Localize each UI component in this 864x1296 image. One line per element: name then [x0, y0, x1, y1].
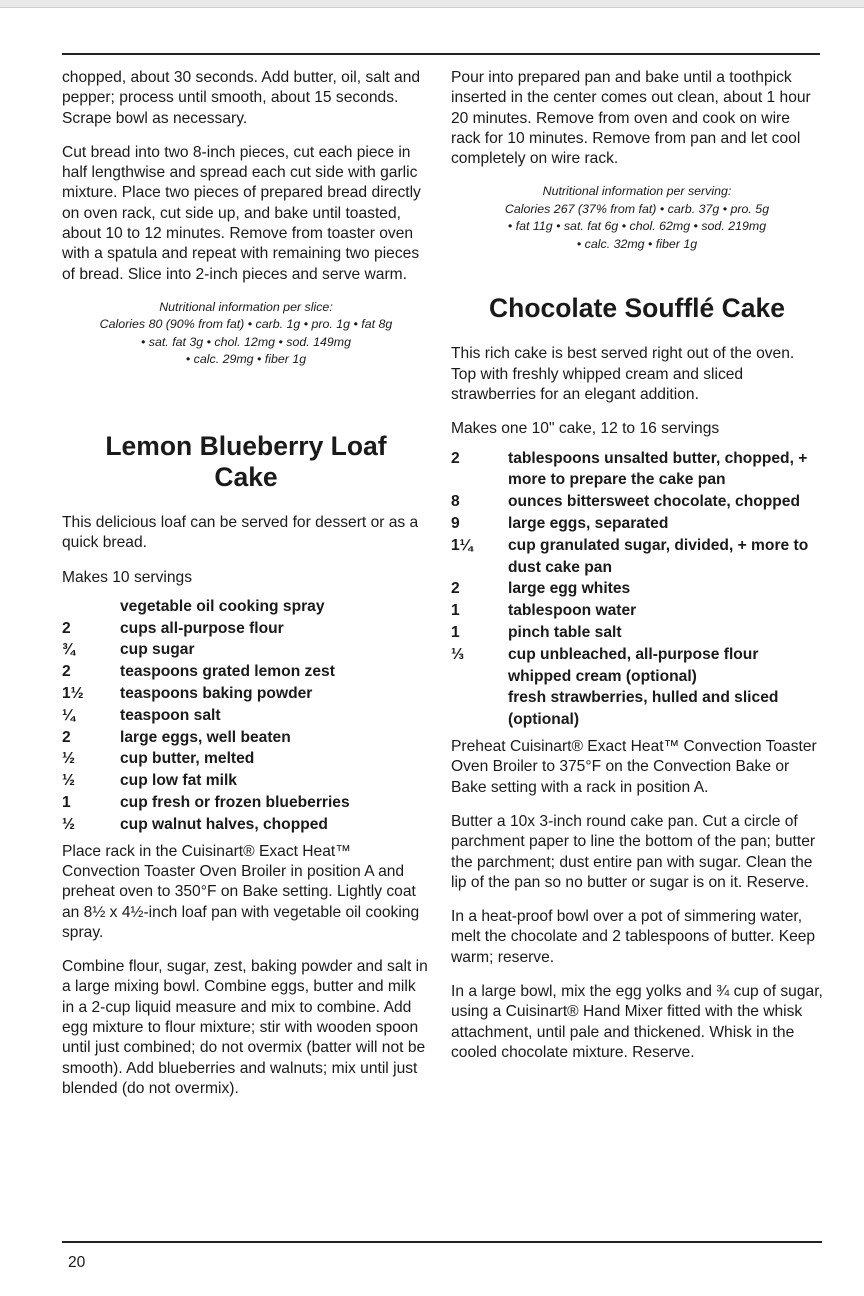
- nutrition-info: [62, 299, 430, 369]
- ingredient-amount: 2: [62, 663, 71, 681]
- recipe-description: This rich cake is best served right out of the oven. Top with freshly whipped cream and sliced strawberries for an elegant addition.: [451, 345, 795, 404]
- ingredient-item: tablespoon water: [508, 602, 637, 620]
- nutrition-line: • calc. 32mg • fiber 1g: [576, 236, 698, 251]
- recipe-yield: Makes 10 servings: [62, 568, 193, 586]
- ingredient-item: cup sugar: [120, 641, 195, 659]
- ingredient-item: tablespoons unsalted butter, chopped, + more to prepare the cake pan: [508, 449, 808, 489]
- ingredient-amount: ¾: [62, 641, 76, 659]
- recipe-title-line: Lemon Blueberry Loaf: [105, 430, 387, 461]
- ingredient-row: [451, 687, 823, 731]
- ingredient-amount: 9: [451, 515, 460, 533]
- nutrition-heading: Nutritional information per slice:: [159, 299, 333, 314]
- ingredient-item: large eggs, separated: [508, 515, 669, 533]
- ingredient-item: pinch table salt: [508, 624, 622, 642]
- recipe-yield: Makes one 10" cake, 12 to 16 servings: [451, 420, 720, 438]
- ingredient-row: [451, 622, 823, 644]
- ingredient-amount: ½: [62, 772, 76, 790]
- nutrition-info: [451, 183, 823, 253]
- nutrition-line: Calories 80 (90% from fat) • carb. 1g • pro. 1g • fat 8g: [99, 317, 393, 332]
- ingredient-amount: 1: [451, 602, 460, 620]
- ingredient-row: [62, 727, 430, 749]
- nutrition-line: Calories 267 (37% from fat) • carb. 37g • pro. 5g: [504, 201, 770, 216]
- recipe-step: Place rack in the Cuisinart® Exact Heat™ Convection Toaster Oven Broiler in position A and preheat oven to 350°F on Bake setting. Lightly coat an 8½ x 4½-inch loaf pan with vegetable oil cooking spray.: [62, 842, 420, 941]
- ingredient-row: [62, 770, 430, 792]
- ingredient-row: [451, 535, 823, 579]
- ingredient-item: cups all-purpose flour: [120, 619, 284, 637]
- paragraph: Cut bread into two 8-inch pieces, cut each piece in half lengthwise and spread each cut side with garlic mixture. Place two pieces of prepared bread directly on oven rack, cut side up, and bake until toasted, about 10 to 12 minutes. Remove from toaster oven with a spatula and repeat with remaining two pieces of bread. Slice into 2-inch pieces and serve warm.: [62, 143, 421, 283]
- ingredient-item: cup walnut halves, chopped: [120, 815, 328, 833]
- ingredient-list: [451, 448, 823, 731]
- scan-top-edge: [0, 0, 864, 8]
- ingredient-item: cup low fat milk: [120, 772, 237, 790]
- ingredient-item: fresh strawberries, hulled and sliced (optional): [508, 689, 779, 729]
- nutrition-line: • fat 11g • sat. fat 6g • chol. 62mg • sod. 219mg: [507, 219, 767, 234]
- ingredient-item: teaspoons baking powder: [120, 685, 313, 703]
- recipe-title: [62, 431, 430, 493]
- ingredient-item: cup unbleached, all-purpose flour: [508, 645, 759, 663]
- recipe-step: Butter a 10x 3-inch round cake pan. Cut a circle of parchment paper to line the bottom of the pan; butter the parchment; dust entire pan with sugar. Clean the lip of the pan so no butter or sugar is on it. Reserve.: [451, 812, 816, 891]
- ingredient-row: [451, 578, 823, 600]
- ingredient-row: [451, 644, 823, 666]
- ingredient-amount: ¼: [62, 706, 76, 724]
- ingredient-row: [62, 618, 430, 640]
- recipe-title: Chocolate Soufflé Cake: [489, 293, 785, 324]
- ingredient-row: [62, 639, 430, 661]
- recipe-step: Combine flour, sugar, zest, baking powder and salt in a large mixing bowl. Combine eggs, butter and milk in a 2-cup liquid measure and mix to combine. Add egg mixture to flour mixture; stir with wooden spoon until just combined; do not overmix (batter will not be smooth). Add blueberries and walnuts; mix until just blended (do not overmix).: [62, 958, 428, 1097]
- ingredient-row: [451, 600, 823, 622]
- left-column: [62, 68, 430, 1113]
- ingredient-amount: ½: [62, 815, 76, 833]
- ingredient-amount: 1¼: [451, 536, 473, 554]
- ingredient-amount: 1: [451, 624, 460, 642]
- ingredient-amount: 2: [451, 449, 460, 467]
- ingredient-amount: [451, 666, 508, 688]
- ingredient-row: [62, 748, 430, 770]
- nutrition-line: • calc. 29mg • fiber 1g: [185, 352, 307, 367]
- ingredient-amount: 2: [451, 580, 460, 598]
- ingredient-row: [62, 705, 430, 727]
- ingredient-amount: 1: [62, 794, 71, 812]
- paragraph: chopped, about 30 seconds. Add butter, oil, salt and pepper; process until smooth, about 15 seconds. Scrape bowl as necessary.: [62, 69, 421, 127]
- ingredient-row: [62, 792, 430, 814]
- ingredient-item: whipped cream (optional): [508, 667, 697, 685]
- ingredient-amount: ½: [62, 750, 76, 768]
- paragraph: Pour into prepared pan and bake until a toothpick inserted in the center comes out clean, about 1 hour 20 minutes. Remove from oven and cook on wire rack for 10 minutes. Remove from pan and let cool completely on wire rack.: [451, 69, 811, 168]
- recipe-step: In a large bowl, mix the egg yolks and ¾ cup of sugar, using a Cuisinart® Hand Mixer fitted with the whisk attachment, until pale and thickened. Whisk in the cooled chocolate mixture. Reserve.: [451, 983, 823, 1061]
- ingredient-amount: ⅓: [451, 645, 465, 663]
- ingredient-row: [62, 596, 430, 618]
- ingredient-amount: [451, 687, 508, 731]
- ingredient-row: [62, 814, 430, 836]
- ingredient-amount: 1½: [62, 685, 84, 703]
- ingredient-row: [62, 661, 430, 683]
- right-column: [451, 68, 823, 1077]
- header-rule: [62, 53, 820, 55]
- ingredient-amount: 8: [451, 493, 460, 511]
- ingredient-amount: 2: [62, 728, 71, 746]
- ingredient-item: teaspoons grated lemon zest: [120, 663, 335, 681]
- ingredient-row: [451, 666, 823, 688]
- ingredient-item: large eggs, well beaten: [120, 728, 291, 746]
- ingredient-item: cup fresh or frozen blueberries: [120, 794, 350, 812]
- nutrition-heading: Nutritional information per serving:: [542, 184, 732, 199]
- recipe-description: This delicious loaf can be served for dessert or as a quick bread.: [62, 513, 419, 552]
- page-number: 20: [68, 1254, 86, 1271]
- recipe-step: In a heat-proof bowl over a pot of simmering water, melt the chocolate and 2 tablespoons of butter. Keep warm; reserve.: [451, 908, 816, 966]
- nutrition-line: • sat. fat 3g • chol. 12mg • sod. 149mg: [141, 334, 351, 349]
- ingredient-row: [62, 683, 430, 705]
- ingredient-list: [62, 596, 430, 836]
- ingredient-row: [451, 448, 823, 492]
- ingredient-item: cup granulated sugar, divided, + more to dust cake pan: [508, 536, 809, 576]
- recipe-step: Preheat Cuisinart® Exact Heat™ Convection Toaster Oven Broiler to 375°F on the Convection Bake or Bake setting with a rack in position A.: [451, 738, 817, 796]
- ingredient-row: [451, 513, 823, 535]
- recipe-title-line: Cake: [214, 461, 278, 492]
- ingredient-amount: [62, 596, 120, 618]
- ingredient-amount: 2: [62, 619, 71, 637]
- ingredient-item: cup butter, melted: [120, 750, 255, 768]
- ingredient-item: ounces bittersweet chocolate, chopped: [508, 493, 801, 511]
- ingredient-row: [451, 491, 823, 513]
- footer-rule: [62, 1241, 822, 1243]
- ingredient-item: large egg whites: [508, 580, 631, 598]
- ingredient-item: teaspoon salt: [120, 706, 221, 724]
- ingredient-item: vegetable oil cooking spray: [120, 597, 325, 615]
